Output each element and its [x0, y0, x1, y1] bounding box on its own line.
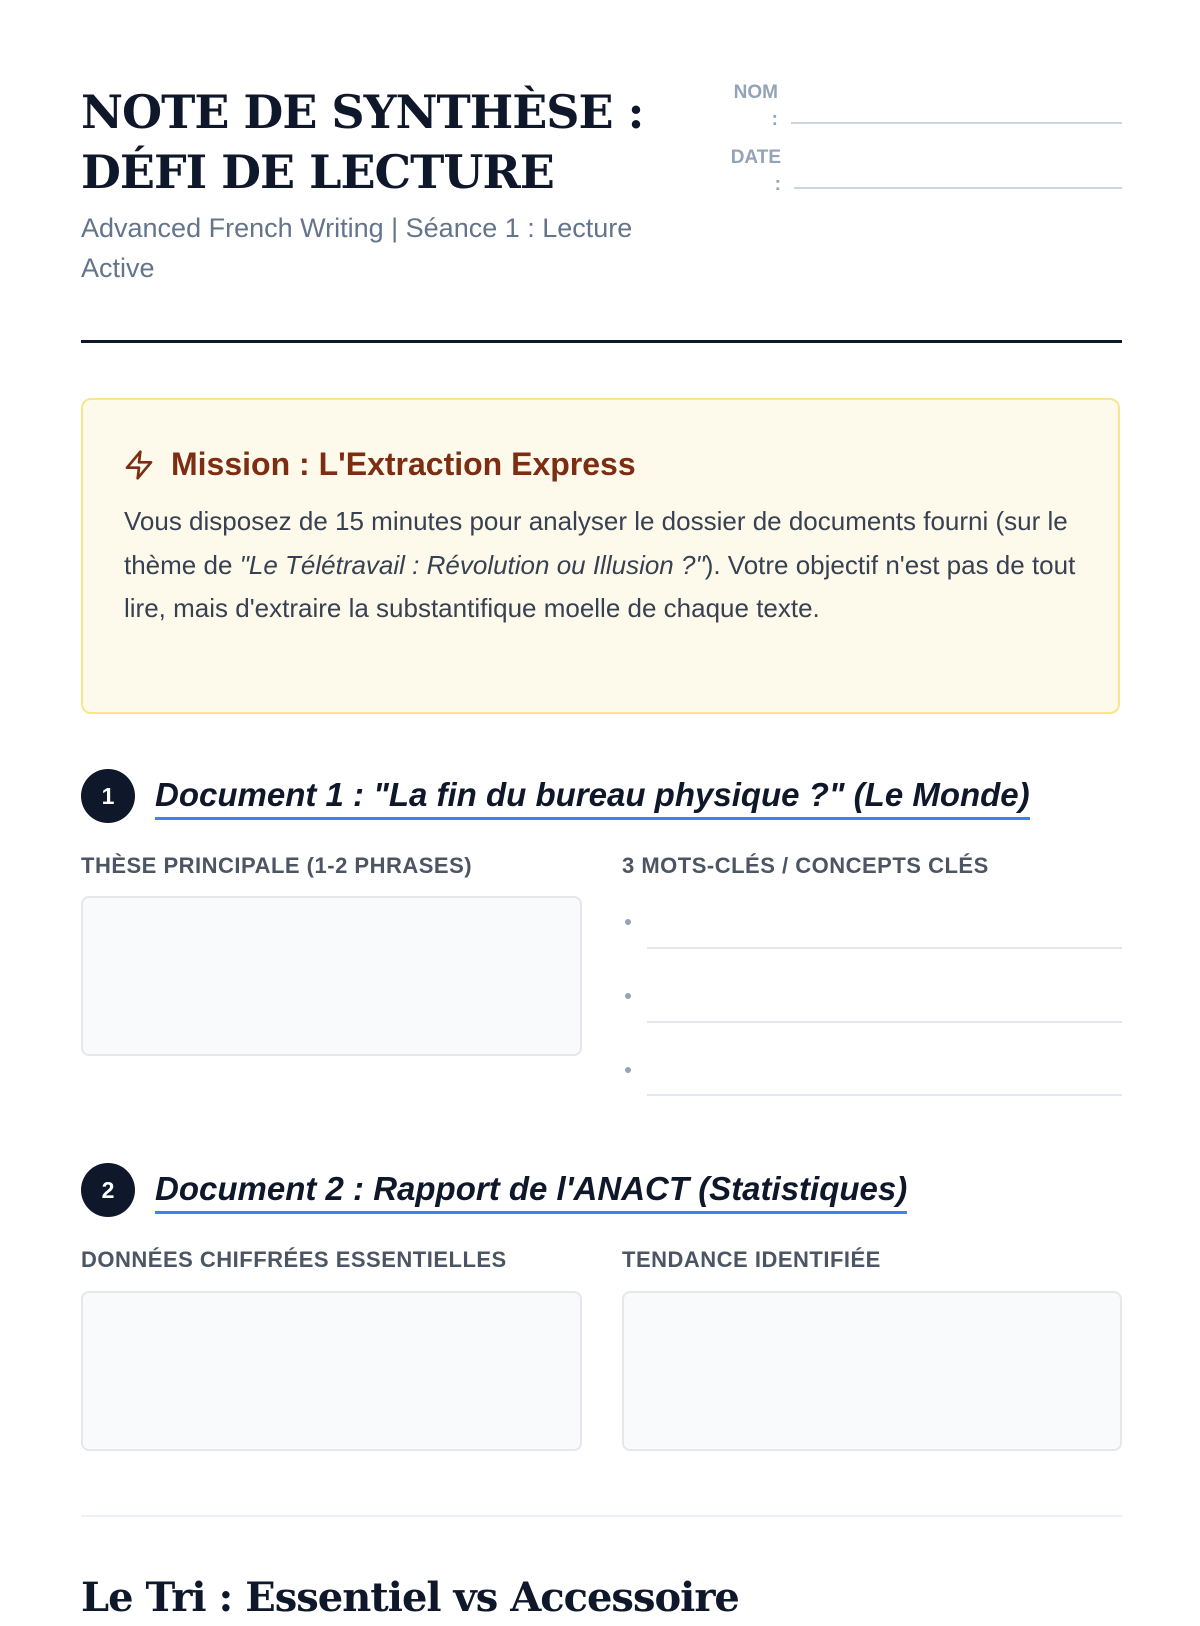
- section-divider: [81, 1515, 1122, 1517]
- mission-text: Vous disposez de 15 minutes pour analyser le dossier de documents fourni (sur le thème de "Le Télétravail : Révolution ou Illusion ?"). Votre objectif n'est pas de tout lire, mais d'extraire la substantifique moelle de chaque texte.: [124, 506, 1076, 623]
- trend-input-box[interactable]: [622, 1291, 1122, 1451]
- keyword-bullet: [625, 993, 631, 999]
- document-2-title: Document 2 : Rapport de l'ANACT (Statistiques): [155, 1167, 907, 1214]
- document-1-title: Document 1 : "La fin du bureau physique ?" (Le Monde): [155, 773, 1030, 820]
- worksheet-title: NOTE DE SYNTHÈSE : DÉFI DE LECTURE: [81, 85, 644, 199]
- header-divider: [81, 340, 1122, 343]
- keyword-bullet: [625, 919, 631, 925]
- data-label: DONNÉES CHIFFRÉES ESSENTIELLES: [81, 1247, 507, 1272]
- name-field-line[interactable]: [791, 122, 1122, 124]
- document-number-badge: 2: [81, 1163, 135, 1217]
- next-section-title: Le Tri : Essentiel vs Accessoire: [81, 1574, 739, 1621]
- document-number-badge: 1: [81, 769, 135, 823]
- keyword-line-3[interactable]: [647, 1094, 1122, 1096]
- date-field-line[interactable]: [794, 187, 1122, 189]
- lightning-icon: [123, 448, 155, 482]
- name-field-label: NOM :: [733, 82, 778, 130]
- worksheet-subtitle: Advanced French Writing | Séance 1 : Lecture Active: [81, 213, 633, 283]
- keyword-line-2[interactable]: [647, 1021, 1122, 1023]
- mission-theme: "Le Télétravail : Révolution ou Illusion ?": [239, 549, 705, 580]
- keyword-bullet: [625, 1067, 631, 1073]
- thesis-input-box[interactable]: [81, 896, 582, 1056]
- trend-label: TENDANCE IDENTIFIÉE: [622, 1247, 881, 1272]
- date-field-label: DATE :: [730, 147, 781, 195]
- mission-box: [81, 398, 1120, 714]
- data-input-box[interactable]: [81, 1291, 582, 1451]
- keyword-line-1[interactable]: [647, 947, 1122, 949]
- keywords-label: 3 MOTS-CLÉS / CONCEPTS CLÉS: [622, 853, 989, 878]
- thesis-label: THÈSE PRINCIPALE (1-2 PHRASES): [81, 853, 473, 878]
- mission-title: Mission : L'Extraction Express: [171, 446, 636, 482]
